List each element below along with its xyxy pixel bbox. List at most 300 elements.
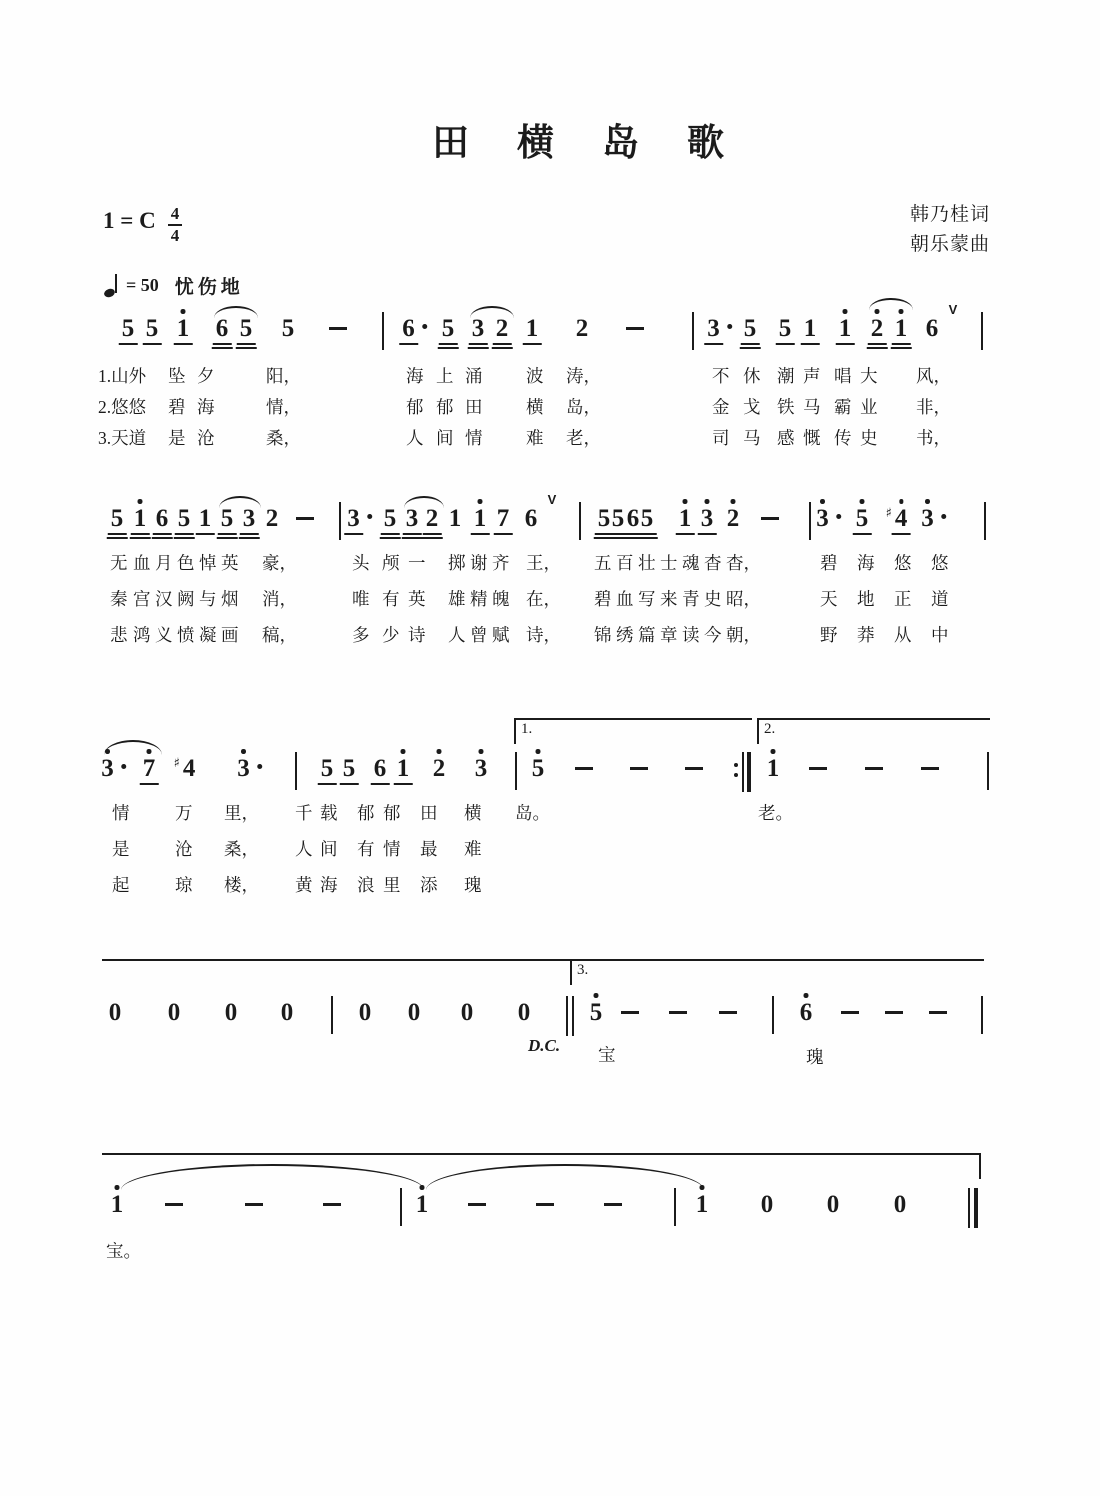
note: 2 — [265, 505, 279, 532]
rest: 0 — [167, 999, 181, 1026]
lyric-syllable: 千 — [295, 803, 313, 823]
barline — [331, 996, 333, 1034]
dash-extension — [575, 767, 593, 770]
rest: 0 — [826, 1191, 840, 1218]
note: 1 — [413, 1192, 432, 1219]
note: 1 — [174, 316, 193, 345]
barline — [674, 1188, 676, 1226]
volta-label: 3. — [577, 962, 589, 978]
lyric-syllable: 书， — [916, 428, 951, 448]
slur-arc — [470, 306, 514, 318]
composer-credit: 朝乐蒙曲 — [909, 234, 990, 256]
lyric-syllable: 青 — [682, 589, 700, 609]
lyric-syllable: 血 — [133, 553, 151, 573]
note: 6 — [153, 506, 172, 535]
lyric-syllable: 曾 — [470, 625, 488, 645]
lyric-syllable: 鸿 — [133, 625, 151, 645]
note: 1 — [836, 316, 855, 345]
volta-label: 2. — [764, 721, 776, 737]
slur-arc — [214, 306, 258, 318]
lyric-syllable: 英 — [408, 589, 426, 609]
lyric-syllable: 大 — [860, 366, 878, 386]
lyric-syllable: 铁 — [777, 397, 795, 417]
slur-arc — [219, 496, 261, 508]
note: 1 — [471, 506, 490, 535]
note: 7 — [140, 756, 159, 785]
barline — [772, 996, 774, 1034]
lyric-syllable: 浪 — [357, 875, 375, 895]
note: 2 — [724, 506, 743, 533]
lyric-syllable: 是 — [168, 428, 186, 448]
tempo-value: = 50 — [126, 275, 159, 295]
lyric-syllable: 昭， — [726, 589, 761, 609]
lyric-syllable: 锦 — [594, 625, 612, 645]
lyric-syllable: 感 — [777, 428, 795, 448]
barline — [987, 752, 989, 790]
lyric-syllable: 坠 — [168, 366, 186, 386]
lyric-syllable: 血 — [616, 589, 634, 609]
lyric-syllable: 人 — [406, 428, 424, 448]
dash-extension — [604, 1203, 622, 1206]
lyric-syllable: 里， — [224, 803, 259, 823]
note: 5 — [108, 506, 127, 535]
rest: 0 — [358, 999, 372, 1026]
credits — [858, 200, 990, 261]
lyric-syllable: 愤 — [177, 625, 195, 645]
note: 2 — [430, 756, 449, 783]
lyric-syllable: 篇 — [638, 625, 656, 645]
lyric-syllable: 间 — [320, 839, 338, 859]
key-label: 1 = C — [103, 208, 156, 233]
dash-extension — [719, 1011, 737, 1014]
lyric-syllable: 英 — [221, 553, 239, 573]
note: 5 — [529, 756, 548, 783]
lyric-syllable: 今 — [704, 625, 722, 645]
rest: 0 — [460, 999, 474, 1026]
time-signature-denominator: 4 — [170, 225, 180, 245]
lyric-syllable: 业 — [860, 397, 878, 417]
note: 1 — [693, 1192, 712, 1219]
note: 3 — [469, 316, 488, 345]
lyric-syllable: 义 — [155, 625, 173, 645]
lyric-syllable: 悠 — [894, 553, 912, 573]
lyric-syllable: 风， — [916, 366, 951, 386]
lyric-syllable: 郁 — [383, 803, 401, 823]
lyric-syllable: 海 — [406, 366, 424, 386]
lyric-syllable: 声 — [803, 366, 821, 386]
dash-extension — [630, 767, 648, 770]
lyric-syllable: 戈 — [743, 397, 761, 417]
barline — [981, 312, 983, 350]
barline — [515, 752, 517, 790]
barline — [572, 996, 574, 1036]
lyric-syllable: 在， — [526, 589, 561, 609]
augmentation-dot — [121, 764, 126, 769]
lyric-syllable: 波 — [526, 366, 544, 386]
expression-marking: 忧伤地 — [174, 277, 244, 298]
lyric-syllable: 瑰 — [464, 875, 482, 895]
rest: 0 — [108, 999, 122, 1026]
lyric-syllable: 稿， — [262, 625, 297, 645]
lyric-syllable: 情， — [266, 397, 301, 417]
barline — [974, 1188, 978, 1228]
lyric-syllable: 宫 — [133, 589, 151, 609]
note: 5 — [638, 506, 657, 535]
dash-extension — [245, 1203, 263, 1206]
lyric-syllable: 涛， — [566, 366, 601, 386]
lyric-syllable: 马 — [803, 397, 821, 417]
lyric-syllable: 阳， — [266, 366, 301, 386]
volta-bracket — [102, 959, 570, 985]
lyric-syllable: 琼 — [175, 875, 193, 895]
dash-extension — [809, 767, 827, 770]
lyric-syllable: 桑， — [224, 839, 259, 859]
sharp-icon: ♯ — [173, 756, 180, 771]
lyric-syllable: 画 — [221, 625, 239, 645]
note: 1 — [448, 505, 462, 532]
note: 6 V — [925, 302, 958, 342]
augmentation-dot — [727, 324, 732, 329]
note: 6 — [399, 316, 427, 345]
dash-extension — [865, 767, 883, 770]
note: 5 — [119, 316, 138, 345]
lyric-syllable: 马 — [743, 428, 761, 448]
tempo-marking — [104, 272, 244, 299]
lyric-syllable: 头 — [352, 553, 370, 573]
lyric-syllable: 田 — [420, 803, 438, 823]
lyric-syllable: 杳 — [704, 553, 722, 573]
breath-mark: V — [547, 492, 557, 507]
lyric-syllable: 悲 — [110, 625, 128, 645]
note: 3 — [813, 506, 841, 533]
rest: 0 — [517, 999, 531, 1026]
note: 1 — [131, 506, 150, 535]
lyric-syllable: 人 — [448, 625, 466, 645]
lyric-syllable: 史 — [704, 589, 722, 609]
note: 2 — [575, 315, 589, 342]
lyric-syllable: 是 — [112, 839, 130, 859]
lyric-syllable: 多 — [352, 625, 370, 645]
lyric-syllable: 田 — [465, 397, 483, 417]
key-signature — [103, 204, 182, 245]
lyric-syllable: 魄 — [492, 589, 510, 609]
note: 3 — [704, 316, 732, 345]
lyric-syllable: 凝 — [199, 625, 217, 645]
lyric-syllable: 颅 — [382, 553, 400, 573]
lyric-syllable: 碧 — [594, 589, 612, 609]
lyric-syllable: 少 — [382, 625, 400, 645]
lyric-syllable: 慨 — [803, 428, 821, 448]
augmentation-dot — [422, 324, 427, 329]
lyric-syllable: 瑰 — [806, 1047, 824, 1067]
note: 5 — [340, 756, 359, 785]
lyric-syllable: 司 — [712, 428, 730, 448]
note: 3 — [403, 506, 422, 535]
note: 5 — [587, 1000, 606, 1027]
lyric-syllable: 传 — [834, 428, 852, 448]
lyric-syllable: 岛。 — [515, 803, 550, 823]
lyric-syllable: 金 — [712, 397, 730, 417]
note: 6 — [797, 1000, 816, 1027]
barline — [747, 752, 751, 792]
dash-extension — [621, 1011, 639, 1014]
lyric-syllable: 海 — [857, 553, 875, 573]
barline — [400, 1188, 402, 1226]
barline — [339, 502, 341, 540]
note: 5 — [237, 316, 256, 345]
note: 5 — [741, 316, 760, 345]
lyric-syllable: 横 — [464, 803, 482, 823]
rest: 0 — [224, 999, 238, 1026]
lyric-syllable: 来 — [660, 589, 678, 609]
note: ♯ 4 — [173, 755, 196, 782]
lyric-syllable: 唱 — [834, 366, 852, 386]
note: 1 — [523, 316, 542, 345]
volta-bracket — [102, 1153, 981, 1179]
lyric-syllable: 五 — [594, 553, 612, 573]
lyric-syllable: 2.悠悠 — [98, 397, 147, 417]
note: 3 — [918, 506, 946, 533]
lyric-syllable: 天 — [820, 589, 838, 609]
augmentation-dot — [941, 514, 946, 519]
sharp-icon: ♯ — [885, 506, 892, 521]
note: 1 — [801, 316, 820, 345]
lyric-syllable: 人 — [295, 839, 313, 859]
barline — [968, 1188, 970, 1228]
dash-extension — [165, 1203, 183, 1206]
lyric-syllable: 海 — [197, 397, 215, 417]
dash-extension — [685, 767, 703, 770]
note: 5 — [143, 316, 162, 345]
dash-extension — [885, 1011, 903, 1014]
lyric-syllable: 情 — [383, 839, 401, 859]
lyric-syllable: 章 — [660, 625, 678, 645]
note: 5 — [776, 316, 795, 345]
lyric-syllable: 百 — [616, 553, 634, 573]
lyric-syllable: 非， — [916, 397, 951, 417]
note: 5 — [318, 756, 337, 785]
lyric-syllable: 写 — [638, 589, 656, 609]
lyricist-credit: 韩乃桂词 — [909, 204, 990, 225]
augmentation-dot — [257, 764, 262, 769]
note: 5 — [218, 506, 237, 535]
lyric-syllable: 起 — [112, 875, 130, 895]
lyric-syllable: 杳， — [726, 553, 761, 573]
lyric-syllable: 地 — [857, 589, 875, 609]
note: 2 — [493, 316, 512, 345]
volta-bracket — [570, 959, 984, 985]
lyric-syllable: 悼 — [199, 553, 217, 573]
rest: 0 — [280, 999, 294, 1026]
lyric-syllable: 秦 — [110, 589, 128, 609]
note: 5 — [175, 506, 194, 535]
dc-marking: D.C. — [528, 1036, 561, 1055]
lyric-syllable: 一 — [408, 553, 426, 573]
lyric-syllable: 沧 — [197, 428, 215, 448]
lyric-syllable: 阙 — [177, 589, 195, 609]
lyric-syllable: 诗， — [526, 625, 561, 645]
lyric-syllable: 雄 — [448, 589, 466, 609]
lyric-syllable: 1.山外 — [98, 366, 147, 386]
note: 5 — [281, 315, 295, 342]
dash-extension — [468, 1203, 486, 1206]
time-signature-numerator: 4 — [168, 204, 183, 226]
lyric-syllable: 精 — [470, 589, 488, 609]
lyric-syllable: 唯 — [352, 589, 370, 609]
lyric-syllable: 无 — [110, 553, 128, 573]
lyric-syllable: 霸 — [834, 397, 852, 417]
note: 6 — [213, 316, 232, 345]
note: 6 — [371, 756, 390, 785]
barline — [566, 996, 568, 1036]
note: 6 V — [524, 492, 557, 532]
note: 1 — [394, 756, 413, 785]
note: 1 — [764, 756, 783, 783]
note: 2 — [423, 506, 442, 535]
lyric-syllable: 碧 — [820, 553, 838, 573]
lyric-syllable: 难 — [464, 839, 482, 859]
lyric-syllable: 壮 — [638, 553, 656, 573]
note: 1 — [892, 316, 911, 345]
slur-arc — [104, 740, 162, 755]
lyric-syllable: 宝。 — [106, 1241, 141, 1261]
note: 6 — [624, 506, 643, 535]
barline — [692, 312, 694, 350]
rest: 0 — [407, 999, 421, 1026]
lyric-syllable: 豪， — [262, 553, 297, 573]
lyric-syllable: 赋 — [492, 625, 510, 645]
dash-extension — [669, 1011, 687, 1014]
lyric-syllable: 莽 — [857, 625, 875, 645]
note: 2 — [868, 316, 887, 345]
barline — [579, 502, 581, 540]
lyric-syllable: 王， — [526, 553, 561, 573]
lyric-syllable: 沧 — [175, 839, 193, 859]
volta-bracket — [514, 718, 752, 744]
lyric-syllable: 黄 — [295, 875, 313, 895]
lyric-syllable: 汉 — [155, 589, 173, 609]
note: 5 — [853, 506, 872, 535]
lyric-syllable: 中 — [931, 625, 949, 645]
lyric-syllable: 岛， — [566, 397, 601, 417]
dash-extension — [929, 1011, 947, 1014]
lyric-syllable: 上 — [436, 366, 454, 386]
dash-extension — [296, 517, 314, 520]
lyric-syllable: 读 — [682, 625, 700, 645]
lyric-syllable: 齐 — [492, 553, 510, 573]
note: 1 — [108, 1192, 127, 1219]
volta-bracket — [757, 718, 990, 744]
lyric-syllable: 情 — [112, 803, 130, 823]
lyric-syllable: 郁 — [436, 397, 454, 417]
lyric-syllable: 情 — [465, 428, 483, 448]
song-title: 田横岛歌 — [432, 123, 772, 164]
dash-extension — [921, 767, 939, 770]
lyric-syllable: 里 — [383, 875, 401, 895]
lyric-syllable: 悠 — [931, 553, 949, 573]
augmentation-dot — [367, 514, 372, 519]
lyric-syllable: 涌 — [465, 366, 483, 386]
dash-extension — [536, 1203, 554, 1206]
lyric-syllable: 海 — [320, 875, 338, 895]
lyric-syllable: 载 — [320, 803, 338, 823]
augmentation-dot — [836, 514, 841, 519]
lyric-syllable: 休 — [743, 366, 761, 386]
lyric-syllable: 潮 — [777, 366, 795, 386]
lyric-syllable: 万 — [175, 803, 193, 823]
lyric-syllable: 不 — [712, 366, 730, 386]
lyric-syllable: 士 — [660, 553, 678, 573]
lyric-syllable: 老。 — [758, 803, 793, 823]
repeat-dot — [734, 763, 738, 767]
lyric-syllable: 碧 — [168, 397, 186, 417]
note: 1 — [676, 506, 695, 535]
lyric-syllable: 有 — [357, 839, 375, 859]
lyric-syllable: 与 — [199, 589, 217, 609]
lyric-syllable: 道 — [931, 589, 949, 609]
lyric-syllable: 绣 — [616, 625, 634, 645]
slur-arc — [404, 496, 444, 508]
lyric-syllable: 色 — [177, 553, 195, 573]
dash-extension — [626, 327, 644, 330]
lyric-syllable: 3.天道 — [98, 428, 147, 448]
barline — [984, 502, 986, 540]
dash-extension — [329, 327, 347, 330]
lyric-syllable: 最 — [420, 839, 438, 859]
note: 3 — [472, 756, 491, 783]
lyric-syllable: 添 — [420, 875, 438, 895]
barline — [295, 752, 297, 790]
volta-label: 1. — [521, 721, 533, 737]
note: 5 — [609, 506, 628, 535]
barline — [981, 996, 983, 1034]
lyric-syllable: 月 — [155, 553, 173, 573]
time-signature — [168, 204, 183, 245]
lyric-syllable: 桑， — [266, 428, 301, 448]
lyric-syllable: 难 — [526, 428, 544, 448]
lyric-syllable: 横 — [526, 397, 544, 417]
note: 5 — [381, 506, 400, 535]
note: 5 — [439, 316, 458, 345]
dash-extension — [841, 1011, 859, 1014]
repeat-dot — [734, 773, 738, 777]
lyric-syllable: 朝， — [726, 625, 761, 645]
dash-extension — [761, 517, 779, 520]
note: 3 — [234, 756, 262, 783]
lyric-syllable: 夕 — [197, 366, 215, 386]
note: 5 — [595, 506, 614, 535]
barline — [809, 502, 811, 540]
lyric-syllable: 郁 — [406, 397, 424, 417]
rest: 0 — [893, 1191, 907, 1218]
note: 7 — [494, 506, 513, 535]
lyric-syllable: 消， — [262, 589, 297, 609]
dash-extension — [323, 1203, 341, 1206]
lyric-syllable: 老， — [566, 428, 601, 448]
lyric-syllable: 烟 — [221, 589, 239, 609]
barline — [742, 752, 744, 792]
lyric-syllable: 掷 — [448, 553, 466, 573]
lyric-syllable: 楼， — [224, 875, 259, 895]
slur-arc — [869, 298, 913, 310]
lyric-syllable: 谢 — [470, 553, 488, 573]
note: 3 — [98, 756, 126, 783]
note: 3 — [344, 506, 372, 535]
note: ♯ 4 — [886, 506, 911, 535]
lyric-syllable: 野 — [820, 625, 838, 645]
quarter-note-icon — [104, 274, 118, 297]
lyric-syllable: 间 — [436, 428, 454, 448]
